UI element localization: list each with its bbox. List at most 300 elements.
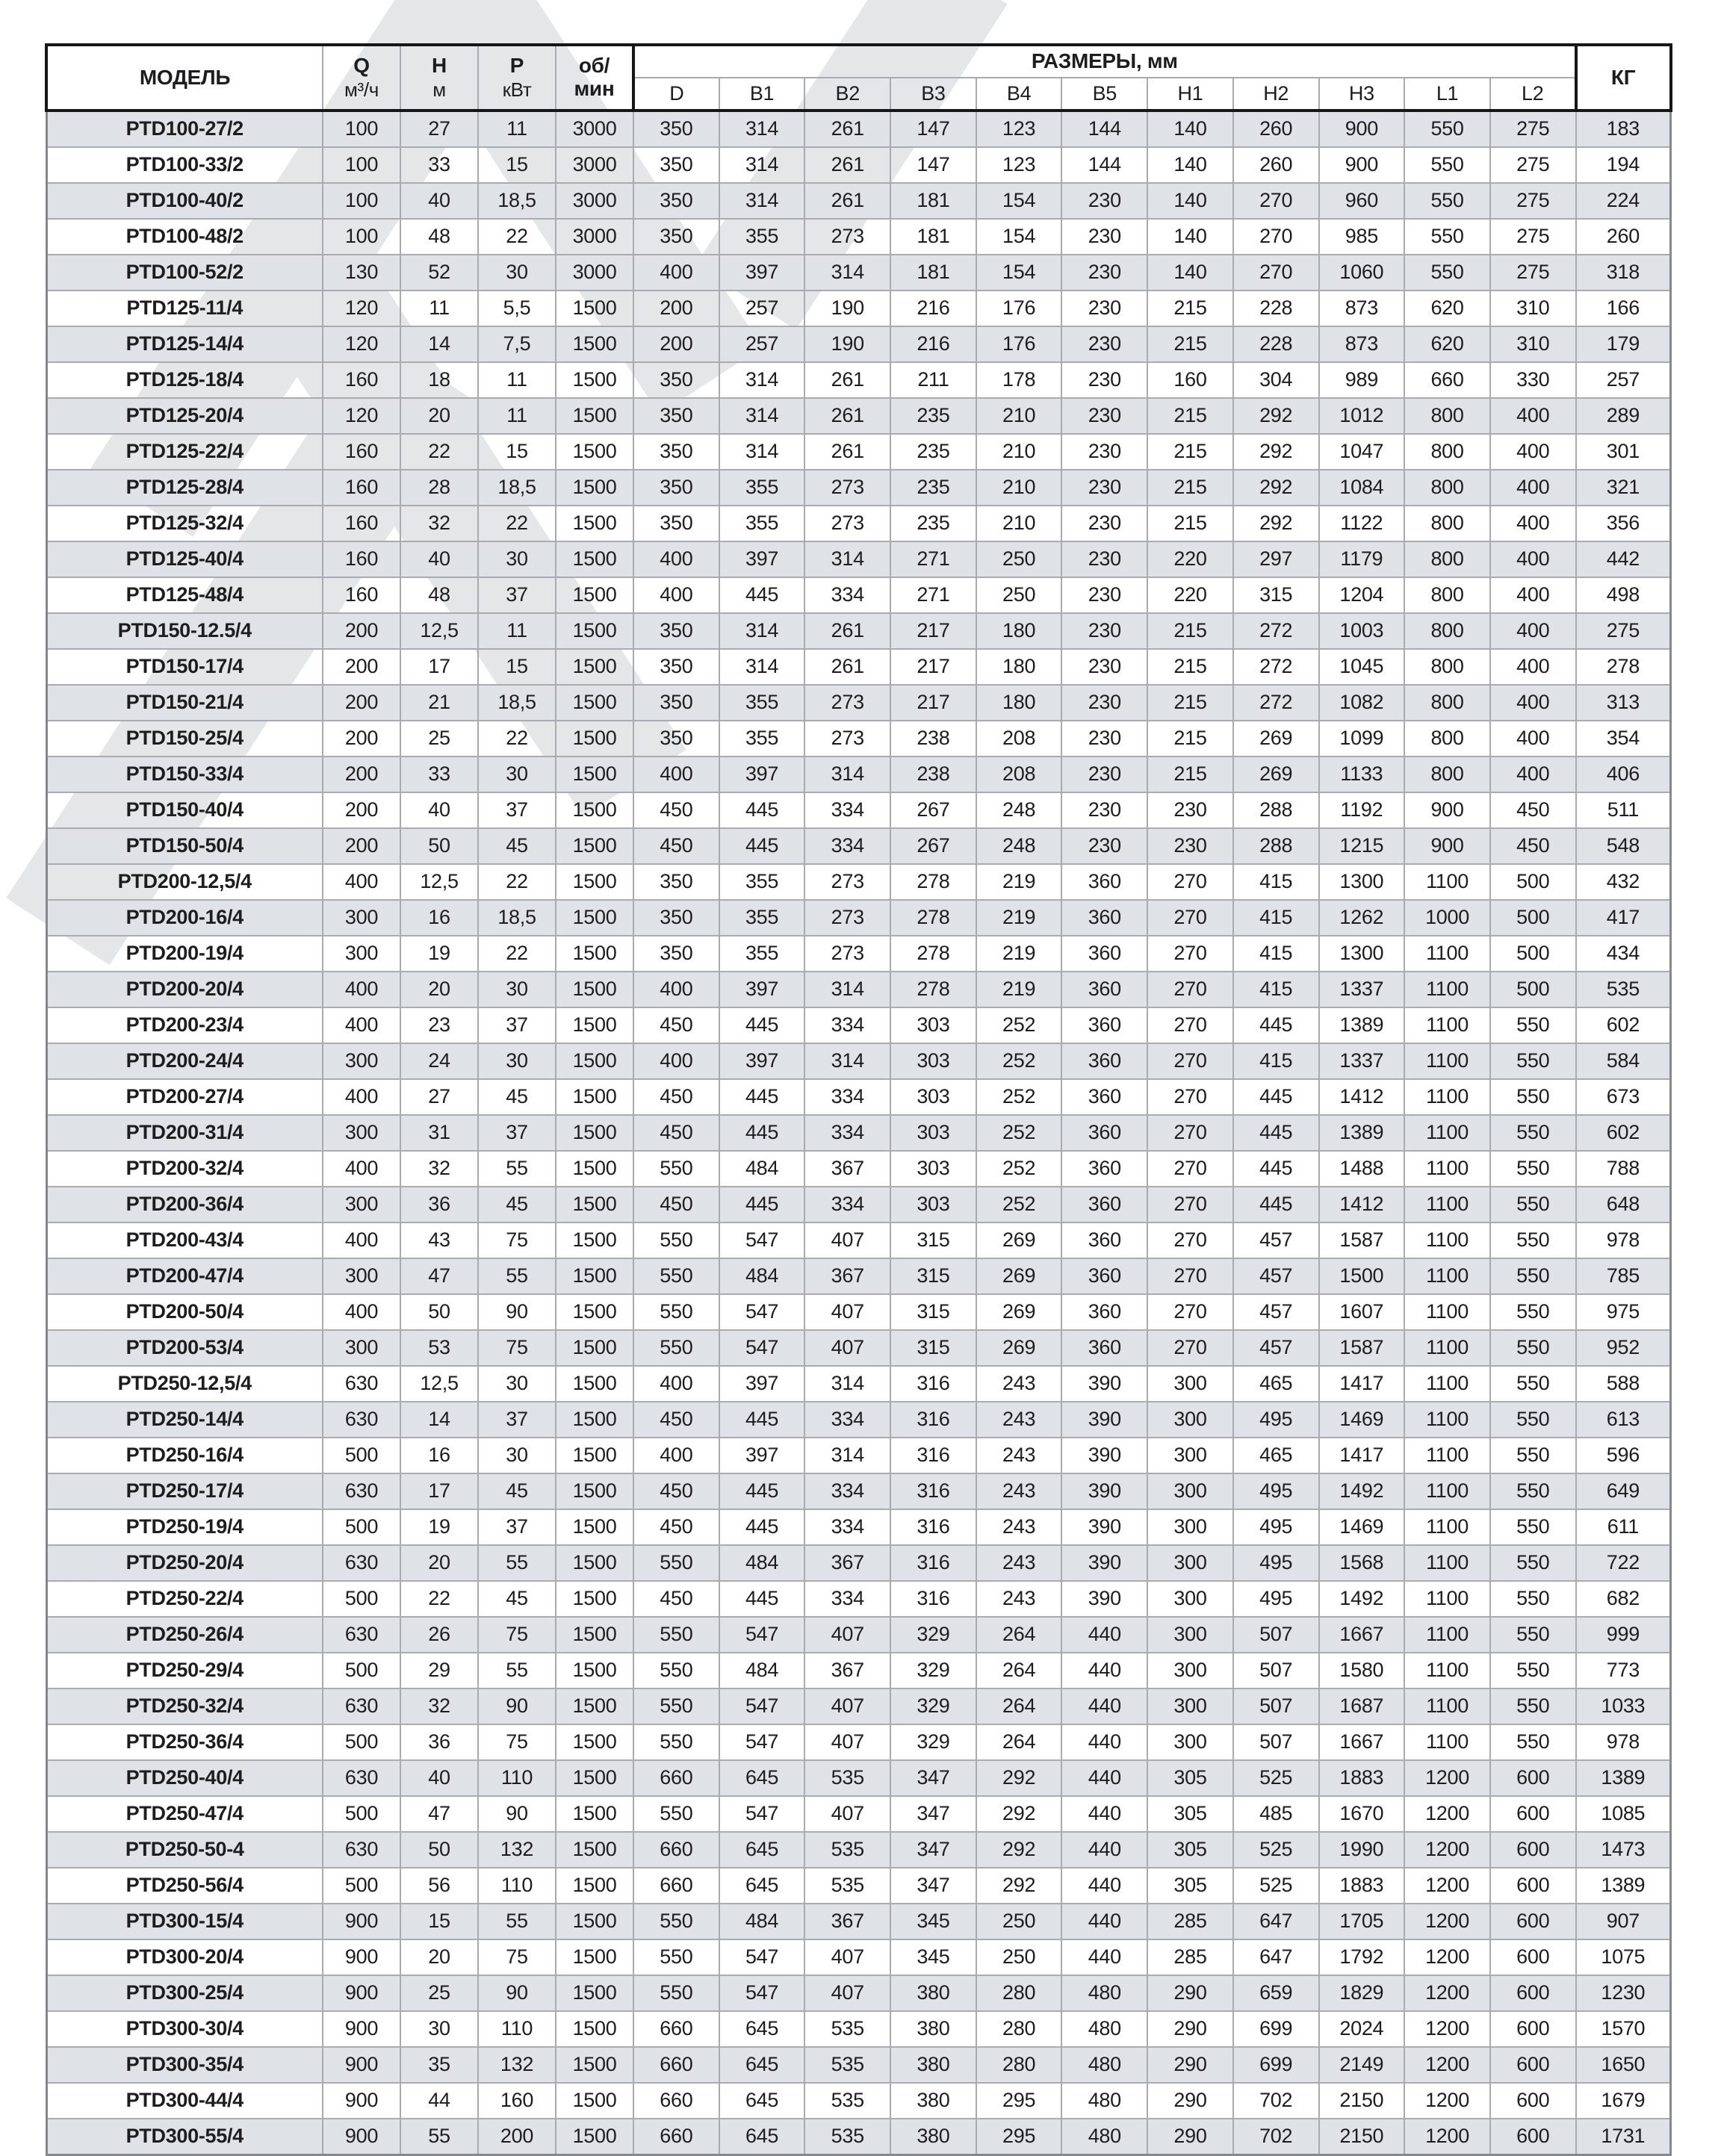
value-cell: 350 xyxy=(633,649,719,685)
value-cell: 315 xyxy=(890,1330,976,1366)
model-cell: PTD200-12,5/4 xyxy=(46,864,323,900)
value-cell: 390 xyxy=(1061,1509,1147,1545)
value-cell: 450 xyxy=(633,1079,719,1115)
value-cell: 445 xyxy=(719,1473,805,1509)
value-cell: 550 xyxy=(633,1151,719,1187)
value-cell: 1500 xyxy=(556,577,633,613)
value-cell: 550 xyxy=(1490,1366,1576,1402)
value-cell: 21 xyxy=(400,685,478,721)
value-cell: 261 xyxy=(804,434,890,470)
model-cell: PTD200-20/4 xyxy=(46,972,323,1007)
value-cell: 450 xyxy=(633,1007,719,1043)
value-cell: 270 xyxy=(1147,1187,1233,1223)
value-cell: 1200 xyxy=(1404,1868,1490,1904)
value-cell: 900 xyxy=(323,2119,400,2155)
value-cell: 600 xyxy=(1490,1868,1576,1904)
value-cell: 367 xyxy=(804,1545,890,1581)
value-cell: 238 xyxy=(890,757,976,792)
value-cell: 178 xyxy=(976,362,1062,398)
table-row xyxy=(46,1366,1671,1402)
value-cell: 215 xyxy=(1147,434,1233,470)
pump-spec-table-wrap xyxy=(45,43,1672,2156)
value-cell: 176 xyxy=(976,291,1062,326)
value-cell: 900 xyxy=(323,1939,400,1975)
value-cell: 596 xyxy=(1576,1438,1671,1473)
value-cell: 1500 xyxy=(556,1868,633,1904)
value-cell: 270 xyxy=(1147,900,1233,936)
value-cell: 32 xyxy=(400,1151,478,1187)
value-cell: 1100 xyxy=(1404,1007,1490,1043)
value-cell: 445 xyxy=(719,1402,805,1438)
model-cell: PTD125-18/4 xyxy=(46,362,323,398)
value-cell: 14 xyxy=(400,1402,478,1438)
model-cell: PTD250-50-4 xyxy=(46,1832,323,1868)
value-cell: 480 xyxy=(1061,2119,1147,2155)
value-cell: 248 xyxy=(976,828,1062,864)
value-cell: 216 xyxy=(890,326,976,362)
value-cell: 313 xyxy=(1576,685,1671,721)
value-cell: 36 xyxy=(400,1724,478,1760)
value-cell: 200 xyxy=(323,721,400,757)
value-cell: 702 xyxy=(1233,2083,1319,2119)
model-cell: PTD150-50/4 xyxy=(46,828,323,864)
value-cell: 907 xyxy=(1576,1904,1671,1939)
value-cell: 3000 xyxy=(556,219,633,255)
value-cell: 800 xyxy=(1404,470,1490,506)
value-cell: 347 xyxy=(890,1760,976,1796)
value-cell: 1500 xyxy=(556,828,633,864)
value-cell: 334 xyxy=(804,1079,890,1115)
value-cell: 25 xyxy=(400,721,478,757)
value-cell: 355 xyxy=(719,936,805,972)
value-cell: 334 xyxy=(804,1187,890,1223)
value-cell: 355 xyxy=(719,506,805,541)
value-cell: 350 xyxy=(633,219,719,255)
value-cell: 550 xyxy=(633,1724,719,1760)
value-cell: 350 xyxy=(633,721,719,757)
value-cell: 367 xyxy=(804,1151,890,1187)
value-cell: 1200 xyxy=(1404,1975,1490,2011)
value-cell: 110 xyxy=(478,2011,556,2047)
value-cell: 200 xyxy=(323,792,400,828)
value-cell: 305 xyxy=(1147,1760,1233,1796)
value-cell: 800 xyxy=(1404,613,1490,649)
value-cell: 181 xyxy=(890,255,976,291)
value-cell: 1500 xyxy=(556,685,633,721)
value-cell: 495 xyxy=(1233,1581,1319,1617)
value-cell: 484 xyxy=(719,1258,805,1294)
value-cell: 495 xyxy=(1233,1473,1319,1509)
table-row xyxy=(46,291,1671,326)
value-cell: 230 xyxy=(1061,828,1147,864)
value-cell: 30 xyxy=(478,757,556,792)
model-cell: PTD200-24/4 xyxy=(46,1043,323,1079)
value-cell: 56 xyxy=(400,1868,478,1904)
value-cell: 275 xyxy=(1490,147,1576,183)
value-cell: 1500 xyxy=(556,291,633,326)
value-cell: 360 xyxy=(1061,972,1147,1007)
value-cell: 484 xyxy=(719,1545,805,1581)
value-cell: 550 xyxy=(1490,1294,1576,1330)
table-row xyxy=(46,1151,1671,1187)
value-cell: 29 xyxy=(400,1653,478,1689)
value-cell: 160 xyxy=(323,541,400,577)
model-cell: PTD300-15/4 xyxy=(46,1904,323,1939)
value-cell: 314 xyxy=(804,255,890,291)
value-cell: 1204 xyxy=(1319,577,1405,613)
value-cell: 900 xyxy=(1404,792,1490,828)
q-symbol: Q xyxy=(353,54,370,78)
value-cell: 316 xyxy=(890,1402,976,1438)
value-cell: 355 xyxy=(719,900,805,936)
value-cell: 305 xyxy=(1147,1832,1233,1868)
value-cell: 450 xyxy=(633,1115,719,1151)
value-cell: 166 xyxy=(1576,291,1671,326)
value-cell: 75 xyxy=(478,1330,556,1366)
value-cell: 350 xyxy=(633,434,719,470)
value-cell: 300 xyxy=(323,1043,400,1079)
value-cell: 270 xyxy=(1147,972,1233,1007)
value-cell: 1100 xyxy=(1404,1689,1490,1724)
value-cell: 440 xyxy=(1061,1939,1147,1975)
value-cell: 314 xyxy=(804,1043,890,1079)
value-cell: 397 xyxy=(719,541,805,577)
value-cell: 2024 xyxy=(1319,2011,1405,2047)
table-row xyxy=(46,613,1671,649)
value-cell: 457 xyxy=(1233,1258,1319,1294)
table-row xyxy=(46,2119,1671,2155)
value-cell: 500 xyxy=(1490,900,1576,936)
value-cell: 30 xyxy=(478,255,556,291)
value-cell: 400 xyxy=(1490,577,1576,613)
value-cell: 445 xyxy=(719,1007,805,1043)
value-cell: 978 xyxy=(1576,1223,1671,1258)
value-cell: 550 xyxy=(1490,1007,1576,1043)
value-cell: 345 xyxy=(890,1939,976,1975)
value-cell: 550 xyxy=(1490,1653,1576,1689)
value-cell: 1230 xyxy=(1576,1975,1671,2011)
table-row xyxy=(46,1760,1671,1796)
value-cell: 400 xyxy=(1490,685,1576,721)
value-cell: 208 xyxy=(976,721,1062,757)
model-cell: PTD150-25/4 xyxy=(46,721,323,757)
value-cell: 238 xyxy=(890,721,976,757)
value-cell: 500 xyxy=(323,1796,400,1832)
value-cell: 350 xyxy=(633,470,719,506)
table-row xyxy=(46,1832,1671,1868)
value-cell: 465 xyxy=(1233,1438,1319,1473)
value-cell: 252 xyxy=(976,1115,1062,1151)
value-cell: 179 xyxy=(1576,326,1671,362)
value-cell: 484 xyxy=(719,1151,805,1187)
value-cell: 900 xyxy=(323,1975,400,2011)
model-cell: PTD250-16/4 xyxy=(46,1438,323,1473)
value-cell: 243 xyxy=(976,1509,1062,1545)
value-cell: 1500 xyxy=(556,757,633,792)
value-cell: 550 xyxy=(1490,1438,1576,1473)
value-cell: 550 xyxy=(633,1330,719,1366)
value-cell: 123 xyxy=(976,147,1062,183)
value-cell: 800 xyxy=(1404,577,1490,613)
value-cell: 11 xyxy=(478,362,556,398)
value-cell: 1883 xyxy=(1319,1868,1405,1904)
value-cell: 144 xyxy=(1061,111,1147,147)
value-cell: 261 xyxy=(804,613,890,649)
value-cell: 228 xyxy=(1233,291,1319,326)
value-cell: 1215 xyxy=(1319,828,1405,864)
value-cell: 500 xyxy=(323,1653,400,1689)
value-cell: 547 xyxy=(719,1617,805,1653)
value-cell: 297 xyxy=(1233,541,1319,577)
value-cell: 22 xyxy=(400,1581,478,1617)
value-cell: 50 xyxy=(400,1294,478,1330)
value-cell: 273 xyxy=(804,219,890,255)
table-row xyxy=(46,434,1671,470)
value-cell: 400 xyxy=(1490,434,1576,470)
value-cell: 290 xyxy=(1147,2083,1233,2119)
value-cell: 2150 xyxy=(1319,2083,1405,2119)
model-cell: PTD200-32/4 xyxy=(46,1151,323,1187)
value-cell: 699 xyxy=(1233,2011,1319,2047)
value-cell: 120 xyxy=(323,291,400,326)
value-cell: 132 xyxy=(478,2047,556,2083)
value-cell: 647 xyxy=(1233,1939,1319,1975)
value-cell: 350 xyxy=(633,685,719,721)
value-cell: 550 xyxy=(1404,183,1490,219)
value-cell: 130 xyxy=(323,255,400,291)
value-cell: 228 xyxy=(1233,326,1319,362)
value-cell: 270 xyxy=(1233,255,1319,291)
value-cell: 480 xyxy=(1061,2047,1147,2083)
value-cell: 230 xyxy=(1061,792,1147,828)
value-cell: 160 xyxy=(323,506,400,541)
value-cell: 347 xyxy=(890,1796,976,1832)
value-cell: 602 xyxy=(1576,1007,1671,1043)
value-cell: 289 xyxy=(1576,398,1671,434)
value-cell: 285 xyxy=(1147,1904,1233,1939)
value-cell: 1200 xyxy=(1404,2047,1490,2083)
value-cell: 397 xyxy=(719,255,805,291)
value-cell: 261 xyxy=(804,649,890,685)
value-cell: 600 xyxy=(1490,2011,1576,2047)
value-cell: 1300 xyxy=(1319,936,1405,972)
value-cell: 547 xyxy=(719,1223,805,1258)
value-cell: 315 xyxy=(890,1258,976,1294)
value-cell: 314 xyxy=(804,541,890,577)
value-cell: 1500 xyxy=(556,1832,633,1868)
value-cell: 1500 xyxy=(556,1043,633,1079)
value-cell: 252 xyxy=(976,1151,1062,1187)
value-cell: 295 xyxy=(976,2083,1062,2119)
value-cell: 900 xyxy=(1404,828,1490,864)
value-cell: 465 xyxy=(1233,1366,1319,1402)
value-cell: 1100 xyxy=(1404,1438,1490,1473)
value-cell: 53 xyxy=(400,1330,478,1366)
value-cell: 90 xyxy=(478,1689,556,1724)
value-cell: 630 xyxy=(323,1402,400,1438)
value-cell: 600 xyxy=(1490,1760,1576,1796)
value-cell: 400 xyxy=(1490,613,1576,649)
value-cell: 445 xyxy=(1233,1115,1319,1151)
value-cell: 210 xyxy=(976,398,1062,434)
value-cell: 1670 xyxy=(1319,1796,1405,1832)
value-cell: 1082 xyxy=(1319,685,1405,721)
value-cell: 1488 xyxy=(1319,1151,1405,1187)
model-cell: PTD200-16/4 xyxy=(46,900,323,936)
value-cell: 300 xyxy=(1147,1689,1233,1724)
value-cell: 550 xyxy=(1490,1187,1576,1223)
value-cell: 18,5 xyxy=(478,183,556,219)
value-cell: 303 xyxy=(890,1151,976,1187)
value-cell: 415 xyxy=(1233,972,1319,1007)
value-cell: 547 xyxy=(719,1975,805,2011)
model-cell: PTD150-21/4 xyxy=(46,685,323,721)
value-cell: 900 xyxy=(323,2047,400,2083)
value-cell: 350 xyxy=(633,936,719,972)
value-cell: 243 xyxy=(976,1438,1062,1473)
value-cell: 415 xyxy=(1233,900,1319,936)
value-cell: 547 xyxy=(719,1689,805,1724)
value-cell: 278 xyxy=(890,936,976,972)
value-cell: 30 xyxy=(478,1366,556,1402)
table-row xyxy=(46,649,1671,685)
value-cell: 445 xyxy=(719,1187,805,1223)
value-cell: 305 xyxy=(1147,1796,1233,1832)
value-cell: 1500 xyxy=(556,1796,633,1832)
value-cell: 390 xyxy=(1061,1366,1147,1402)
value-cell: 48 xyxy=(400,577,478,613)
value-cell: 316 xyxy=(890,1473,976,1509)
value-cell: 630 xyxy=(323,1689,400,1724)
model-cell: PTD200-36/4 xyxy=(46,1187,323,1223)
value-cell: 110 xyxy=(478,1868,556,1904)
value-cell: 36 xyxy=(400,1187,478,1223)
value-cell: 1500 xyxy=(556,541,633,577)
value-cell: 30 xyxy=(478,1043,556,1079)
value-cell: 2149 xyxy=(1319,2047,1405,2083)
value-cell: 1667 xyxy=(1319,1724,1405,1760)
value-cell: 800 xyxy=(1404,398,1490,434)
value-cell: 900 xyxy=(1319,147,1405,183)
table-row xyxy=(46,1330,1671,1366)
value-cell: 380 xyxy=(890,2119,976,2155)
value-cell: 407 xyxy=(804,1975,890,2011)
value-cell: 267 xyxy=(890,792,976,828)
h-unit: м xyxy=(432,78,446,102)
value-cell: 55 xyxy=(478,1258,556,1294)
value-cell: 1500 xyxy=(556,434,633,470)
value-cell: 390 xyxy=(1061,1473,1147,1509)
value-cell: 400 xyxy=(633,1043,719,1079)
value-cell: 550 xyxy=(633,1294,719,1330)
value-cell: 1200 xyxy=(1404,1760,1490,1796)
value-cell: 355 xyxy=(719,721,805,757)
value-cell: 360 xyxy=(1061,1115,1147,1151)
value-cell: 160 xyxy=(323,362,400,398)
value-cell: 1100 xyxy=(1404,1509,1490,1545)
value-cell: 100 xyxy=(323,183,400,219)
value-cell: 445 xyxy=(719,1079,805,1115)
value-cell: 17 xyxy=(400,649,478,685)
value-cell: 264 xyxy=(976,1689,1062,1724)
value-cell: 230 xyxy=(1061,649,1147,685)
value-cell: 445 xyxy=(719,577,805,613)
value-cell: 2150 xyxy=(1319,2119,1405,2155)
value-cell: 1003 xyxy=(1319,613,1405,649)
value-cell: 314 xyxy=(719,111,805,147)
value-cell: 314 xyxy=(719,649,805,685)
value-cell: 550 xyxy=(1490,1043,1576,1079)
value-cell: 1100 xyxy=(1404,1043,1490,1079)
model-cell: PTD250-14/4 xyxy=(46,1402,323,1438)
value-cell: 989 xyxy=(1319,362,1405,398)
value-cell: 1500 xyxy=(556,1760,633,1796)
model-cell: PTD250-47/4 xyxy=(46,1796,323,1832)
value-cell: 630 xyxy=(323,1366,400,1402)
table-row xyxy=(46,685,1671,721)
value-cell: 295 xyxy=(976,2119,1062,2155)
value-cell: 450 xyxy=(633,1581,719,1617)
value-cell: 210 xyxy=(976,506,1062,541)
value-cell: 154 xyxy=(976,255,1062,291)
value-cell: 275 xyxy=(1576,613,1671,649)
value-cell: 55 xyxy=(478,1545,556,1581)
value-cell: 480 xyxy=(1061,2083,1147,2119)
value-cell: 1337 xyxy=(1319,1043,1405,1079)
value-cell: 630 xyxy=(323,1545,400,1581)
value-cell: 147 xyxy=(890,147,976,183)
value-cell: 270 xyxy=(1147,1007,1233,1043)
col-header-size-b1: B1 xyxy=(719,78,805,111)
value-cell: 194 xyxy=(1576,147,1671,183)
value-cell: 292 xyxy=(976,1760,1062,1796)
value-cell: 1500 xyxy=(556,613,633,649)
value-cell: 500 xyxy=(1490,936,1576,972)
value-cell: 1587 xyxy=(1319,1223,1405,1258)
model-cell: PTD200-53/4 xyxy=(46,1330,323,1366)
value-cell: 280 xyxy=(976,1975,1062,2011)
table-row xyxy=(46,1545,1671,1581)
table-row xyxy=(46,864,1671,900)
value-cell: 140 xyxy=(1147,255,1233,291)
value-cell: 269 xyxy=(976,1223,1062,1258)
value-cell: 300 xyxy=(1147,1402,1233,1438)
value-cell: 32 xyxy=(400,1689,478,1724)
q-unit: м³/ч xyxy=(344,78,379,102)
value-cell: 50 xyxy=(400,828,478,864)
value-cell: 645 xyxy=(719,2047,805,2083)
value-cell: 535 xyxy=(804,1868,890,1904)
value-cell: 334 xyxy=(804,1007,890,1043)
value-cell: 400 xyxy=(633,1438,719,1473)
value-cell: 630 xyxy=(323,1760,400,1796)
value-cell: 270 xyxy=(1147,1115,1233,1151)
model-cell: PTD200-43/4 xyxy=(46,1223,323,1258)
value-cell: 547 xyxy=(719,1330,805,1366)
value-cell: 440 xyxy=(1061,1904,1147,1939)
value-cell: 397 xyxy=(719,1438,805,1473)
value-cell: 450 xyxy=(633,1187,719,1223)
col-header-size-h3: H3 xyxy=(1319,78,1405,111)
value-cell: 450 xyxy=(633,828,719,864)
value-cell: 260 xyxy=(1233,147,1319,183)
value-cell: 1412 xyxy=(1319,1187,1405,1223)
value-cell: 600 xyxy=(1490,1796,1576,1832)
value-cell: 1687 xyxy=(1319,1689,1405,1724)
value-cell: 243 xyxy=(976,1473,1062,1509)
value-cell: 334 xyxy=(804,1473,890,1509)
value-cell: 290 xyxy=(1147,1975,1233,2011)
